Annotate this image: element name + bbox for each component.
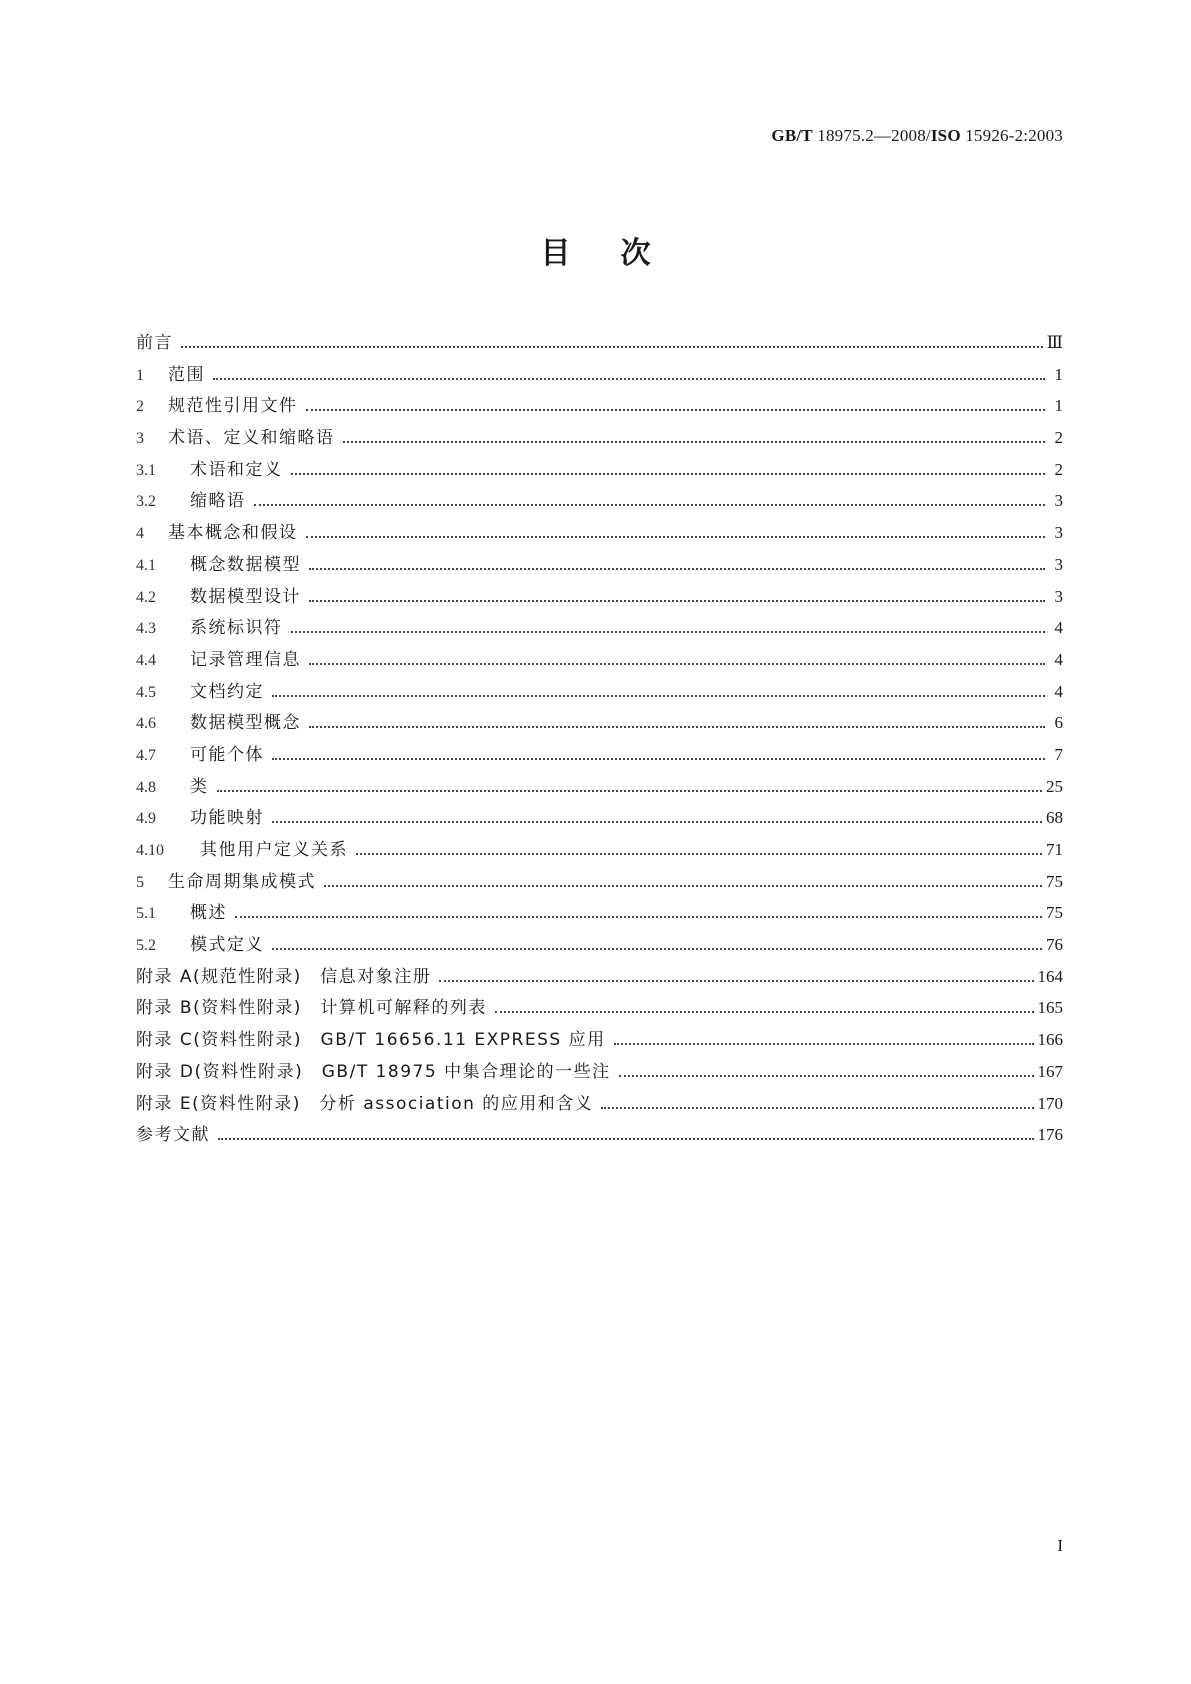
toc-entry-page: 68 <box>1046 808 1063 828</box>
toc-entry[interactable] <box>136 772 1063 804</box>
toc-entry[interactable] <box>136 1025 1063 1057</box>
toc-entry-page: 75 <box>1046 871 1063 891</box>
toc-entry-number: 3.2 <box>136 493 156 511</box>
toc-entry[interactable] <box>136 645 1063 677</box>
toc-entry-label: 其他用户定义关系 <box>200 840 348 860</box>
toc-leader-dots <box>309 663 1045 665</box>
toc-leader-dots <box>309 726 1045 728</box>
toc-entry-number: 4.10 <box>136 842 164 859</box>
toc-entry-number: 5.2 <box>136 937 156 955</box>
toc-leader-dots <box>181 346 1043 348</box>
toc-entry-page: 176 <box>1037 1125 1063 1145</box>
toc-entry-number: 4 <box>136 525 144 543</box>
toc-entry-page: 75 <box>1046 903 1063 923</box>
toc-leader-dots <box>356 853 1042 855</box>
toc-entry-number: 4.1 <box>136 556 156 574</box>
toc-entry-label: 附录 E(资料性附录) 分析 association 的应用和含义 <box>136 1093 594 1114</box>
table-of-contents <box>136 328 1063 1152</box>
toc-leader-dots <box>614 1043 1034 1045</box>
toc-entry[interactable] <box>136 518 1063 550</box>
toc-entry-page: 167 <box>1037 1061 1063 1081</box>
toc-entry-number: 1 <box>136 366 144 384</box>
toc-entry-number: 4.6 <box>136 715 156 733</box>
toc-entry-label: 类 <box>190 776 209 797</box>
toc-entry[interactable] <box>136 740 1063 772</box>
toc-entry[interactable] <box>136 867 1063 899</box>
toc-leader-dots <box>324 885 1042 887</box>
toc-entry-label: 附录 B(资料性附录) 计算机可解释的列表 <box>136 998 487 1019</box>
toc-entry-page: 7 <box>1054 744 1063 764</box>
toc-entry-label: 功能映射 <box>190 808 264 829</box>
toc-entry[interactable] <box>136 455 1063 487</box>
toc-entry-number: 4.5 <box>136 683 156 701</box>
toc-entry[interactable] <box>136 1057 1063 1089</box>
toc-entry[interactable] <box>136 677 1063 709</box>
iso-prefix: ISO <box>930 126 961 145</box>
toc-leader-dots <box>217 790 1043 792</box>
toc-entry[interactable] <box>136 582 1063 614</box>
toc-leader-dots <box>218 1138 1034 1140</box>
toc-entry-page: Ⅲ <box>1046 333 1063 352</box>
toc-entry-label: 系统标识符 <box>190 618 283 639</box>
toc-entry[interactable] <box>136 930 1063 962</box>
toc-entry-page: 4 <box>1054 618 1063 638</box>
toc-entry[interactable] <box>136 423 1063 455</box>
toc-entry-page: 3 <box>1054 554 1063 574</box>
toc-leader-dots <box>213 378 1045 380</box>
toc-entry-label: 附录 C(资料性附录) GB/T 16656.11 EXPRESS 应用 <box>136 1030 606 1051</box>
iso-number: 15926-2:2003 <box>960 126 1063 145</box>
toc-leader-dots <box>343 441 1046 443</box>
toc-entry-page: 4 <box>1054 649 1063 669</box>
toc-entry-label: 记录管理信息 <box>190 649 301 670</box>
toc-entry-label: 术语、定义和缩略语 <box>168 428 335 449</box>
toc-entry-number: 4.7 <box>136 746 156 764</box>
toc-entry[interactable] <box>136 613 1063 645</box>
toc-leader-dots <box>272 758 1045 760</box>
toc-entry-page: 170 <box>1037 1093 1063 1113</box>
toc-entry-number: 3.1 <box>136 461 156 479</box>
toc-entry-number: 4.3 <box>136 620 156 638</box>
toc-entry-page: 3 <box>1054 523 1063 543</box>
toc-entry-label: 附录 A(规范性附录) 信息对象注册 <box>136 966 432 987</box>
toc-leader-dots <box>254 504 1046 506</box>
toc-entry-number: 5.1 <box>136 905 156 923</box>
toc-entry-label: 数据模型设计 <box>190 586 301 607</box>
toc-entry-label: 参考文献 <box>136 1125 210 1146</box>
toc-leader-dots <box>306 409 1046 411</box>
toc-leader-dots <box>439 980 1033 982</box>
toc-entry-page: 2 <box>1054 459 1063 479</box>
toc-entry[interactable] <box>136 708 1063 740</box>
toc-entry-number: 4.9 <box>136 810 156 828</box>
toc-entry[interactable] <box>136 1089 1063 1121</box>
toc-leader-dots <box>235 916 1042 918</box>
gb-prefix: GB/T <box>771 126 813 145</box>
page-number: I <box>1057 1536 1063 1555</box>
toc-entry-label: 基本概念和假设 <box>168 523 298 544</box>
page-title: 目次 <box>540 236 701 271</box>
toc-entry-page: 76 <box>1046 935 1063 955</box>
toc-entry-label: 概述 <box>190 903 227 924</box>
toc-entry-number: 2 <box>136 398 144 416</box>
toc-entry[interactable] <box>136 962 1063 994</box>
toc-entry-page: 1 <box>1054 396 1063 416</box>
toc-entry-label: 概念数据模型 <box>190 554 301 575</box>
toc-leader-dots <box>291 631 1046 633</box>
toc-leader-dots <box>309 600 1045 602</box>
toc-leader-dots <box>619 1075 1034 1077</box>
toc-entry-page: 3 <box>1054 586 1063 606</box>
toc-entry-label: 规范性引用文件 <box>168 396 298 417</box>
toc-leader-dots <box>272 821 1042 823</box>
toc-entry[interactable] <box>136 1120 1063 1152</box>
toc-entry-label: 生命周期集成模式 <box>168 871 316 892</box>
toc-entry-label: 可能个体 <box>190 744 264 765</box>
toc-entry-label: 附录 D(资料性附录) GB/T 18975 中集合理论的一些注 <box>136 1061 611 1082</box>
toc-leader-dots <box>306 536 1046 538</box>
toc-entry-page: 1 <box>1054 364 1063 384</box>
toc-entry-page: 3 <box>1054 491 1063 511</box>
toc-leader-dots <box>272 695 1045 697</box>
toc-entry[interactable] <box>136 391 1063 423</box>
standard-number-header <box>771 126 1063 146</box>
toc-leader-dots <box>309 568 1045 570</box>
gb-number: 18975.2—2008/ <box>812 126 931 145</box>
toc-entry-label: 数据模型概念 <box>190 713 301 734</box>
toc-leader-dots <box>495 1011 1034 1013</box>
toc-entry-number: 4.4 <box>136 651 156 669</box>
toc-entry-page: 25 <box>1046 776 1063 796</box>
toc-entry-label: 文档约定 <box>190 681 264 702</box>
toc-entry[interactable] <box>136 360 1063 392</box>
toc-entry[interactable] <box>136 993 1063 1025</box>
toc-leader-dots <box>291 473 1046 475</box>
toc-entry-page: 165 <box>1037 998 1063 1018</box>
toc-entry-number: 3 <box>136 430 144 448</box>
toc-entry-number: 5 <box>136 873 144 891</box>
toc-entry-page: 166 <box>1037 1030 1063 1050</box>
toc-leader-dots <box>601 1107 1033 1109</box>
toc-entry-label: 模式定义 <box>190 935 264 956</box>
toc-entry-page: 71 <box>1046 840 1063 859</box>
toc-entry[interactable] <box>136 898 1063 930</box>
toc-entry-page: 4 <box>1054 681 1063 701</box>
toc-entry-label: 缩略语 <box>190 491 246 512</box>
toc-entry-page: 2 <box>1054 428 1063 448</box>
toc-entry-page: 164 <box>1037 966 1063 986</box>
toc-leader-dots <box>272 948 1042 950</box>
toc-entry-page: 6 <box>1054 713 1063 733</box>
toc-entry[interactable] <box>136 835 1063 867</box>
toc-entry[interactable] <box>136 328 1063 360</box>
toc-entry-label: 术语和定义 <box>190 459 283 480</box>
toc-entry-label: 前言 <box>136 333 173 353</box>
toc-entry[interactable] <box>136 803 1063 835</box>
toc-entry[interactable] <box>136 486 1063 518</box>
toc-entry[interactable] <box>136 550 1063 582</box>
toc-entry-label: 范围 <box>168 364 205 385</box>
toc-entry-number: 4.2 <box>136 588 156 606</box>
toc-entry-number: 4.8 <box>136 778 156 796</box>
